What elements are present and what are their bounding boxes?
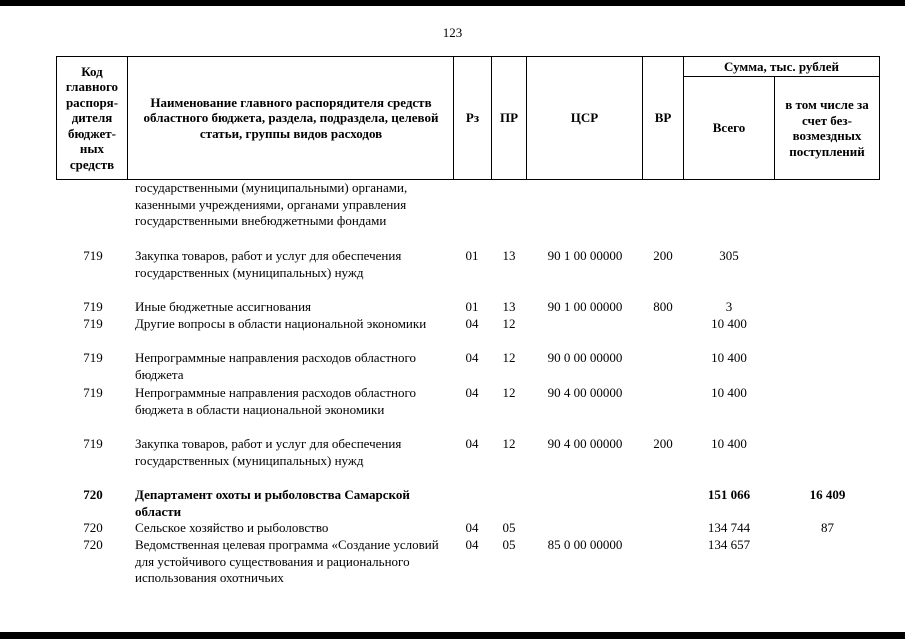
cell-csr: 90 4 00 00000 xyxy=(547,385,623,400)
cell-rz: 01 xyxy=(465,299,479,314)
cell-code: 719 xyxy=(83,385,103,400)
cell-name: Департамент охоты и рыболовства Самарской области xyxy=(135,487,410,519)
cell-total: 134 744 xyxy=(707,520,751,535)
cell-code: 720 xyxy=(83,537,103,552)
header-code: Код главного распоря-дителя бюджет-ных средств xyxy=(65,63,119,172)
cell-pr: 12 xyxy=(502,316,516,331)
cell-csr: 90 1 00 00000 xyxy=(547,248,623,263)
cell-free: 87 xyxy=(821,520,834,535)
header-sum: Сумма, тыс. рублей xyxy=(724,58,839,74)
cell-total: 10 400 xyxy=(711,316,747,331)
header-line xyxy=(879,56,880,180)
cell-code: 720 xyxy=(83,520,103,535)
cell-name: Ведомственная целевая программа «Создание условий для устойчивого существования и рационального использования охотничьих xyxy=(135,537,439,585)
cell-rz: 04 xyxy=(465,385,479,400)
cell-pr: 05 xyxy=(502,537,516,552)
cell-free: 16 409 xyxy=(809,487,846,502)
cell-pr: 05 xyxy=(502,520,516,535)
cell-pr: 13 xyxy=(502,299,516,314)
header-pr: ПР xyxy=(499,110,519,126)
cell-rz: 04 xyxy=(465,436,479,451)
cell-rz: 04 xyxy=(465,316,479,331)
cell-code: 719 xyxy=(83,299,103,314)
cell-total: 134 657 xyxy=(707,537,751,552)
header-name: Наименование главного распорядителя средств областного бюджета, раздела, подраздела, целевой статьи, группы видов расходов xyxy=(143,94,439,141)
header-csr: ЦСР xyxy=(570,110,599,126)
cell-code: 719 xyxy=(83,316,103,331)
cell-vr: 800 xyxy=(653,299,673,314)
cell-name: Другие вопросы в области национальной экономики xyxy=(135,316,427,331)
cell-total: 10 400 xyxy=(711,436,747,451)
cell-total: 151 066 xyxy=(707,487,751,502)
cell-rz: 04 xyxy=(465,537,479,552)
cell-name: Закупка товаров, работ и услуг для обеспечения государственных (муниципальных) нужд xyxy=(135,436,402,468)
cell-csr: 90 4 00 00000 xyxy=(547,436,623,451)
cell-csr: 90 0 00 00000 xyxy=(547,350,623,365)
cell-code: 719 xyxy=(83,350,103,365)
cell-name: Непрограммные направления расходов областного бюджета в области национальной экономики xyxy=(135,385,416,417)
cell-csr: 85 0 00 00000 xyxy=(547,537,623,552)
cell-total: 10 400 xyxy=(711,350,747,365)
cell-total: 3 xyxy=(725,299,733,314)
cell-name: государственными (муниципальными) органами, казенными учреждениями, органами управления государственными внебюджетными фондами xyxy=(135,180,408,228)
cell-rz: 04 xyxy=(465,350,479,365)
cell-rz: 04 xyxy=(465,520,479,535)
cell-pr: 12 xyxy=(502,436,516,451)
header-vr: ВР xyxy=(654,110,672,126)
cell-vr: 200 xyxy=(653,436,673,451)
page-number: 123 xyxy=(442,25,463,40)
cell-rz: 01 xyxy=(465,248,479,263)
bottom-border xyxy=(0,632,905,639)
cell-code: 719 xyxy=(83,436,103,451)
header-incl: в том числе за счет без-возмездных поступлений xyxy=(785,97,869,159)
cell-code: 719 xyxy=(83,248,103,263)
cell-name: Непрограммные направления расходов областного бюджета xyxy=(135,350,416,382)
top-border xyxy=(0,0,905,6)
cell-code: 720 xyxy=(83,487,103,502)
header-total: Всего xyxy=(712,120,746,136)
cell-vr: 200 xyxy=(653,248,673,263)
cell-total: 10 400 xyxy=(711,385,747,400)
table-header xyxy=(56,56,880,180)
cell-name: Иные бюджетные ассигнования xyxy=(135,299,312,314)
header-line xyxy=(127,56,128,180)
cell-name: Закупка товаров, работ и услуг для обеспечения государственных (муниципальных) нужд xyxy=(135,248,402,280)
cell-pr: 12 xyxy=(502,350,516,365)
cell-pr: 13 xyxy=(502,248,516,263)
header-rz: Рз xyxy=(465,110,480,126)
cell-name: Сельское хозяйство и рыболовство xyxy=(135,520,329,535)
cell-csr: 90 1 00 00000 xyxy=(547,299,623,314)
cell-pr: 12 xyxy=(502,385,516,400)
cell-total: 305 xyxy=(719,248,739,263)
